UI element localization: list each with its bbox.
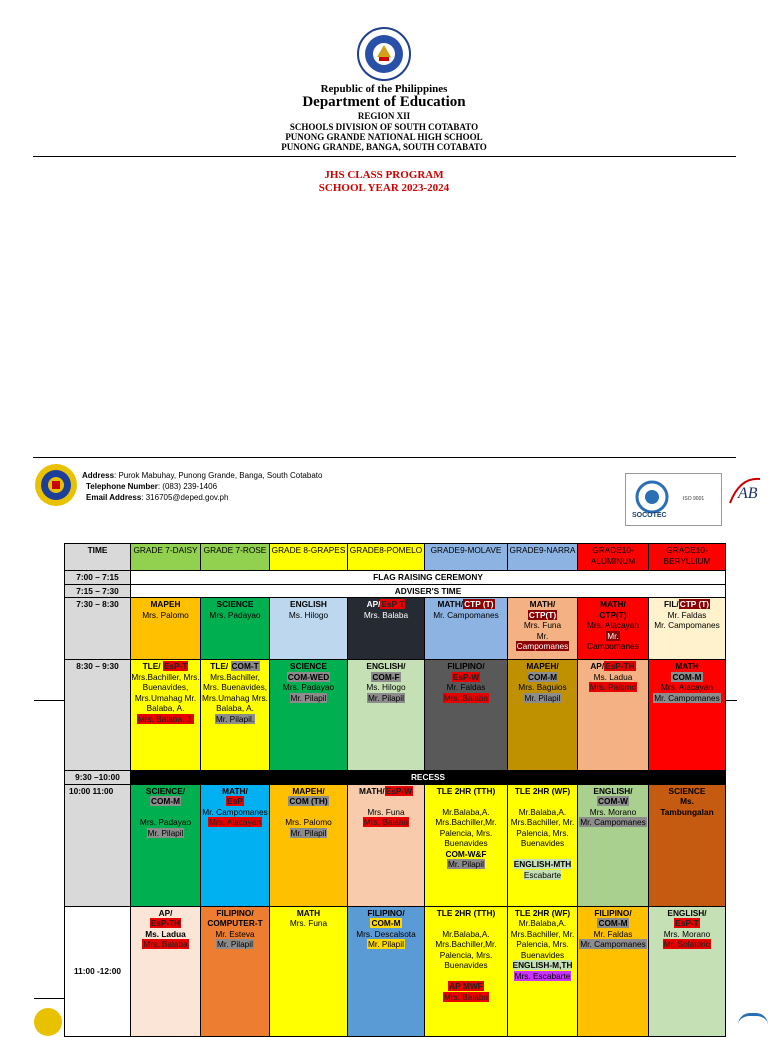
class-cell: MATH/CTP (T) Mr. Campomanes	[425, 598, 508, 660]
class-cell: MATH COM-M Mrs. Alacayan Mr. Campomanes	[649, 660, 726, 771]
bottom-line-left	[34, 998, 64, 999]
program-title: JHS CLASS PROGRAM	[324, 169, 444, 181]
socotec-label: SOCOTEC	[632, 512, 667, 519]
footer-divider	[33, 457, 736, 458]
address-line: Address: Purok Mabuhay, Punong Grande, Banga, South Cotabato	[82, 471, 323, 480]
division-line: SCHOOLS DIVISION OF SOUTH COTABATO	[289, 122, 479, 132]
class-cell: SCIENCE COM-WED Mrs. Padayao Mr. Pilapil	[270, 660, 348, 771]
school-line: PUNONG GRANDE NATIONAL HIGH SCHOOL	[285, 132, 483, 142]
class-cell: ENGLISH Ms. Hilogo	[270, 598, 348, 660]
class-cell: MATH/ CTP(T) Mrs. Alacayan Mr. Campomanes	[578, 598, 649, 660]
header-divider	[33, 156, 736, 157]
advisers-time: ADVISER'S TIME	[131, 584, 726, 598]
col-header: GRADE9-NARRA	[508, 544, 578, 571]
col-header: GRADE10-BERYLLIUM	[649, 544, 726, 571]
class-cell: SCIENCE/ COM-M Mrs. Padayao Mr. Pilapil	[131, 784, 201, 906]
time-cell: 7:15 – 7:30	[65, 584, 131, 598]
class-cell: TLE 2HR (WF) Mr.Balaba,A. Mrs.Bachiller, Mr. Palencia, Mrs. Buenavides ENGLISH-M,TH Mrs. Escabarte	[508, 906, 578, 1036]
deped-seal	[357, 27, 411, 81]
period-row	[65, 906, 726, 1036]
col-header: GRADE 7-DAISY	[131, 544, 201, 571]
period-row	[65, 784, 726, 906]
flag-ceremony: FLAG RAISING CEREMONY	[131, 571, 726, 585]
class-cell: MAPEH/ COM (TH) Mrs. Palomo Mr. Pilapil	[270, 784, 348, 906]
class-cell: MATH Mrs. Funa	[270, 906, 348, 1036]
class-cell: FIL/CTP (T) Mr. Faldas Mr. Campomanes	[649, 598, 726, 660]
class-cell: ENGLISH/ EsP-T Mrs. Morano Mr. Solatorio	[649, 906, 726, 1036]
location-line: PUNONG GRANDE, BANGA, SOUTH COTABATO	[281, 142, 487, 152]
header-row	[65, 544, 726, 571]
col-header: GRADE 8-GRAPES	[270, 544, 348, 571]
side-line-left	[34, 700, 64, 701]
col-header: GRADE10-ALUMINUM	[578, 544, 649, 571]
class-cell: AP/ EsP-TH Ms. Ladua Mrs. Balaba	[131, 906, 201, 1036]
class-cell: MAPEH Mrs. Palomo	[131, 598, 201, 660]
recess-label: RECESS	[131, 771, 726, 785]
class-cell: FILIPINO/ COMPUTER-T Mr. Esteva Mr. Pilapil	[201, 906, 270, 1036]
class-cell: FILIPINO/ EsP-W Mr. Faldas Mrs. Balaba	[425, 660, 508, 771]
time-cell: 8:30 – 9:30	[65, 660, 131, 771]
class-cell: TLE 2HR (TTH) Mr.Balaba,A. Mrs.Bachiller,Mr. Palencia, Mrs. Buenavides COM-W&F Mr. Pilapil	[425, 784, 508, 906]
bottom-logo-fragment	[34, 1008, 62, 1036]
class-cell: TLE 2HR (TTH) Mr.Balaba,A. Mrs.Bachiller,Mr. Palencia, Mrs. Buenavides AP MWF Mrs. Balaba	[425, 906, 508, 1036]
republic-line: Republic of the Philippines	[320, 83, 448, 95]
iso-label: ISO 9001	[683, 496, 705, 502]
class-cell: SCIENCE Mrs. Padayao	[201, 598, 270, 660]
bottom-right-fragment	[738, 1013, 768, 1026]
class-cell: FILIPINO/ COM-M Mrs. Descalsota Mr. Pilapil	[348, 906, 425, 1036]
class-cell: AP/EsP-TH Ms. Ladua Mrs. Palomo	[578, 660, 649, 771]
class-cell: TLE/ EsP-T Mrs.Bachiller, Mrs. Buenavides, Mrs.Umahag Mr. Balaba, A. Mrs. Balaba, J.	[131, 660, 201, 771]
col-header: GRADE 7-ROSE	[201, 544, 270, 571]
class-cell: ENGLISH/ COM-F Ms. Hilogo Mr. Pilapil	[348, 660, 425, 771]
school-year: SCHOOL YEAR 2023-2024	[318, 182, 450, 194]
side-line-right	[725, 700, 737, 701]
time-cell: 11:00 -12:00	[65, 906, 131, 1036]
col-header: GRADE8-POMELO	[348, 544, 425, 571]
class-cell: MATH/ EsP Mr. Campomanes Mrs. Alacayan	[201, 784, 270, 906]
ab-label: AB	[738, 485, 758, 502]
phone-line: Telephone Number: (083) 239-1406	[86, 482, 218, 491]
email-line: Email Address: 316705@deped.gov.ph	[86, 493, 229, 502]
class-cell: MAPEH/ COM-M Mrs. Baguios Mr. Pilapil	[508, 660, 578, 771]
socotec-logo	[625, 473, 722, 526]
class-cell: TLE/ COM-T Mrs.Bachiller, Mrs. Buenavides, Mrs.Umahag Mrs. Balaba, A. Mr. Pilapil.	[201, 660, 270, 771]
class-cell: MATH/EsP-W Mrs. Funa Mrs. Balaba	[348, 784, 425, 906]
flag-row	[65, 571, 726, 585]
period-row	[65, 660, 726, 771]
col-header: GRADE9-MOLAVE	[425, 544, 508, 571]
time-cell: 7:00 – 7:15	[65, 571, 131, 585]
region-line: REGION XII	[357, 111, 411, 121]
school-logo	[34, 463, 78, 507]
class-cell: AP/EsP T Mrs. Balaba	[348, 598, 425, 660]
class-cell: FILIPINO/ COM-M Mr. Faldas Mr. Campomanes	[578, 906, 649, 1036]
class-cell: SCIENCE Ms. Tambungalan	[649, 784, 726, 906]
class-cell: TLE 2HR (WF) Mr.Balaba,A. Mrs.Bachiller, Mr. Palencia, Mrs. Buenavides ENGLISH-MTH Escabarte	[508, 784, 578, 906]
ab-logo	[726, 473, 764, 515]
class-program-table	[64, 543, 726, 1037]
time-header: TIME	[65, 544, 131, 571]
department-title: Department of Education	[302, 94, 466, 110]
class-cell: MATH/ CTP(T) Mrs. Funa Mr. Campomanes	[508, 598, 578, 660]
adviser-row	[65, 584, 726, 598]
time-cell: 10:00 11:00	[65, 784, 131, 906]
class-cell: ENGLISH/ COM-W Mrs. Morano Mr. Campomanes	[578, 784, 649, 906]
time-cell: 7:30 – 8:30	[65, 598, 131, 660]
time-cell: 9:30 –10:00	[65, 771, 131, 785]
recess-row	[65, 771, 726, 785]
period-row	[65, 598, 726, 660]
